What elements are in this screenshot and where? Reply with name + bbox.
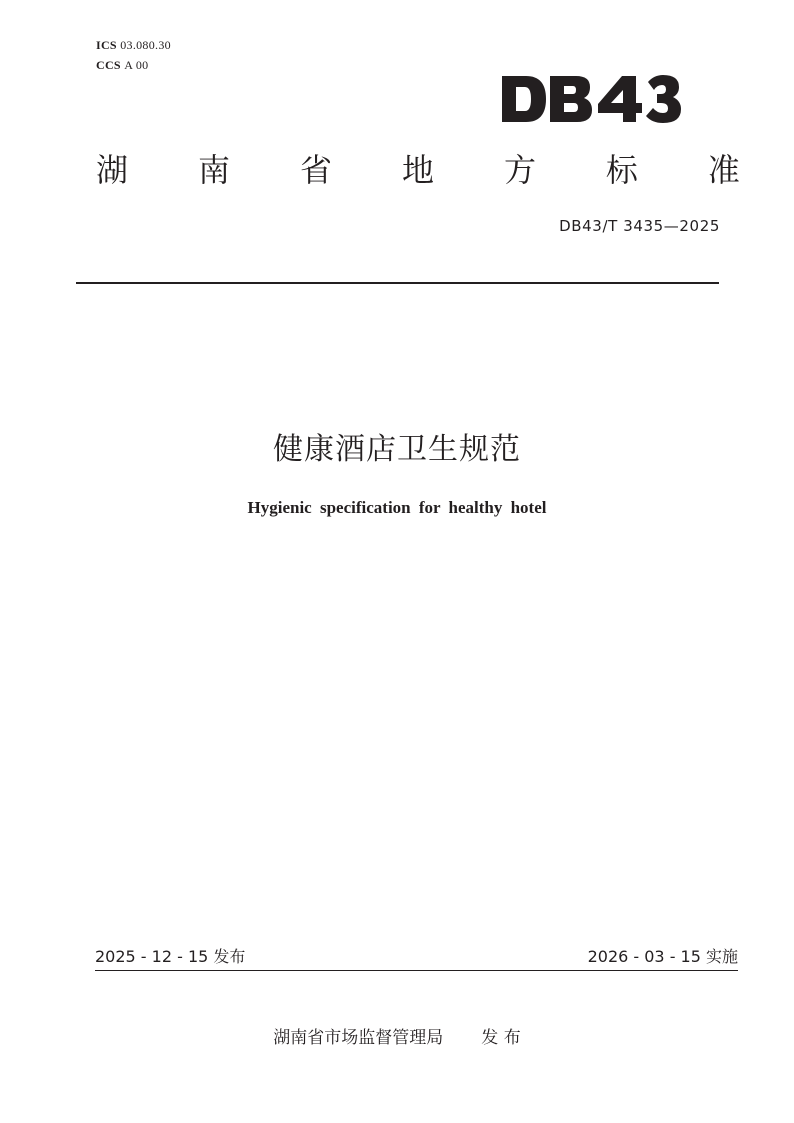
document-title-en: Hygienic specification for healthy hotel: [247, 498, 547, 517]
standard-number: DB43/T 3435—2025: [559, 217, 720, 235]
ics-label: ICS: [96, 38, 117, 52]
issuer-name: 湖南省市场监督管理局: [273, 1028, 444, 1048]
ccs-code: [96, 58, 148, 73]
title-char: 省: [299, 151, 332, 189]
footer-divider: [95, 970, 738, 971]
issue-date: 2025 - 12 - 15 发布: [95, 947, 246, 966]
ccs-label: CCS: [96, 58, 121, 72]
implementation-date: 2026 - 03 - 15 实施: [587, 947, 738, 966]
issuer-action: 发 布: [481, 1028, 521, 1048]
title-char: 湖: [96, 151, 129, 189]
ics-code: [96, 38, 171, 53]
title-char: 准: [707, 151, 740, 189]
ccs-value: A 00: [124, 58, 149, 72]
standard-type-title: [96, 148, 740, 192]
document-title-cn: 健康酒店卫生规范: [273, 432, 521, 467]
header-divider: [76, 282, 719, 284]
title-char: 南: [197, 151, 230, 189]
title-char: 方: [503, 151, 536, 189]
issuer-line: [0, 1026, 794, 1050]
title-char: 标: [605, 151, 638, 189]
db43-logo: [498, 70, 684, 128]
ics-value: 03.080.30: [120, 38, 171, 52]
title-char: 地: [401, 151, 434, 189]
